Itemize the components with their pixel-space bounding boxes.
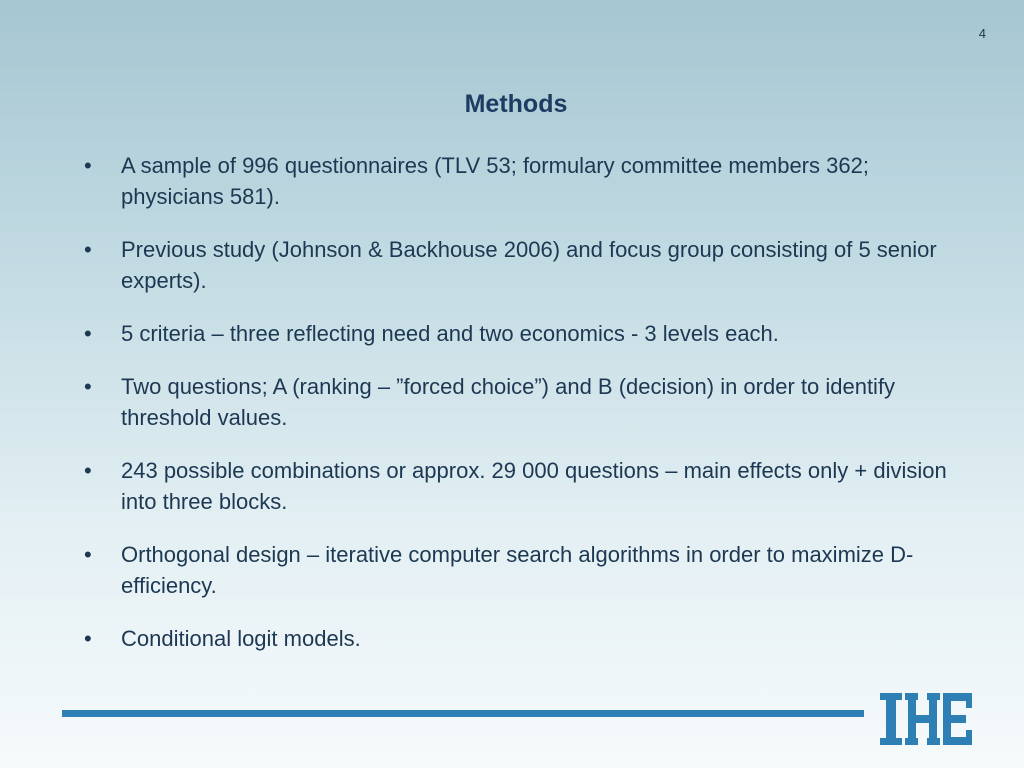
bullet-item [84, 623, 954, 654]
bullet-icon: • [84, 542, 92, 567]
page-number: 4 [978, 26, 986, 41]
bullet-text: 5 criteria – three reflecting need and two economics - 3 levels each. [121, 321, 779, 346]
bullet-item [84, 234, 954, 296]
bullet-item [84, 539, 954, 601]
bullet-text: Two questions; A (ranking – ”forced choice”) and B (decision) in order to identify threshold values. [121, 374, 896, 430]
bullet-text: A sample of 996 questionnaires (TLV 53; formulary committee members 362; physicians 581). [121, 153, 869, 209]
bullet-text: 243 possible combinations or approx. 29 000 questions – main effects only + division into three blocks. [121, 458, 947, 514]
bullet-icon: • [84, 374, 92, 399]
bullet-icon: • [84, 237, 92, 262]
slide-title: Methods [464, 90, 568, 118]
bullet-icon: • [84, 153, 92, 178]
bullet-icon: • [84, 626, 92, 651]
bullet-text: Conditional logit models. [121, 626, 361, 651]
bullet-icon: • [84, 321, 92, 346]
bullet-item [84, 150, 954, 212]
bullet-list [84, 150, 954, 676]
bullet-text: Orthogonal design – iterative computer search algorithms in order to maximize D-efficiency. [121, 542, 914, 598]
bullet-icon: • [84, 458, 92, 483]
footer-divider [62, 710, 864, 717]
bullet-item [84, 318, 954, 349]
bullet-text: Previous study (Johnson & Backhouse 2006) and focus group consisting of 5 senior experts). [121, 237, 937, 293]
bullet-item [84, 455, 954, 517]
ihe-logo-icon [880, 693, 972, 745]
bullet-item [84, 371, 954, 433]
